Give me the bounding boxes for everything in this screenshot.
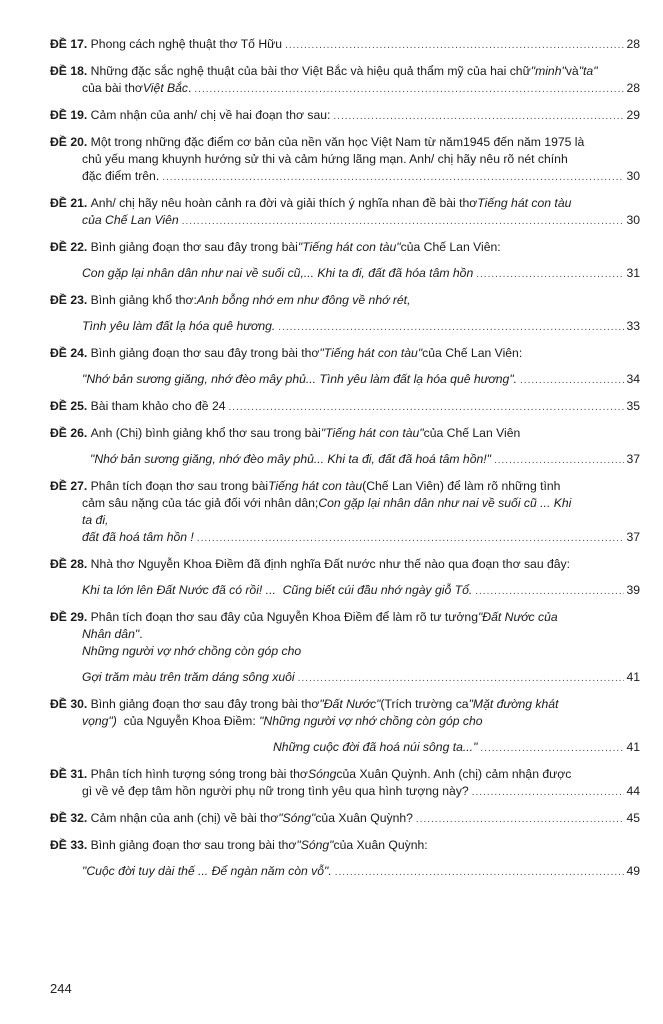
- page-number: 29: [626, 108, 640, 122]
- entry-italic: "Sóng": [278, 811, 316, 825]
- poem-excerpt: "Cuộc đời tuy dài thế ... Để ngàn năm còn vỗ".: [82, 864, 332, 878]
- toc-entry-27: [50, 478, 640, 547]
- poem-excerpt: "Những người vợ nhớ chồng còn góp cho: [259, 714, 483, 728]
- toc-entry-29: [50, 609, 640, 687]
- page-number: 45: [626, 811, 640, 825]
- poem-excerpt: Con gặp lại nhân dân như nai về suối cũ,... Khi ta đi, đất đã hóa tâm hồn: [82, 266, 474, 280]
- toc-entry-26: [50, 425, 640, 469]
- entry-label: ĐỀ 21.: [50, 196, 88, 210]
- entry-text: của Nguyễn Khoa Điềm:: [116, 714, 260, 728]
- entry-text: và: [565, 64, 579, 78]
- entry-text: gì về vẻ đẹp tâm hồn người phụ nữ trong tình yêu qua hình tượng này?: [82, 784, 469, 798]
- entry-label: ĐỀ 33.: [50, 838, 88, 852]
- leader-dots: [335, 864, 625, 881]
- entry-label: ĐỀ 19.: [50, 108, 88, 122]
- entry-title: Cảm nhận của anh/ chị về hai đoạn thơ sau:: [90, 108, 331, 122]
- entry-italic: Nhân dân": [82, 627, 140, 641]
- entry-title: Phân tích hình tượng sóng trong bài thơ: [90, 767, 308, 781]
- entry-title: Cảm nhận của anh (chị) về bài thơ: [90, 811, 279, 825]
- entry-title: Những đặc sắc nghệ thuật của bài thơ Việt Bắc và hiệu quả thẩm mỹ của hai chữ: [90, 64, 531, 78]
- entry-label: ĐỀ 24.: [50, 346, 88, 360]
- entry-text: của bài thơ: [82, 81, 143, 95]
- poem-excerpt: "Nhớ bản sương giăng, nhớ đèo mây phủ... Khi ta đi, đất đã hoá tâm hồn!": [90, 452, 491, 466]
- toc-entry-28: [50, 556, 640, 600]
- leader-dots: [416, 811, 625, 828]
- entry-text: (Trích trường ca: [380, 697, 469, 711]
- page-number: 37: [626, 452, 640, 466]
- poem-excerpt: ta đi,: [82, 513, 109, 527]
- entry-text: .: [188, 81, 192, 95]
- page-number: 33: [626, 319, 640, 333]
- leader-dots: [285, 37, 624, 54]
- entry-italic: vọng"): [82, 714, 117, 728]
- toc-entry-24: [50, 345, 640, 389]
- leader-dots: [278, 319, 624, 336]
- entry-italic: Anh bỗng nhớ em như đông về nhớ rét,: [196, 293, 411, 307]
- entry-title: Anh/ chị hãy nêu hoàn cảnh ra đời và giải thích ý nghĩa nhan đề bài thơ: [90, 196, 478, 210]
- entry-title: Bình giảng đoạn thơ sau đây trong bài: [90, 240, 298, 254]
- poem-excerpt: đất đã hoá tâm hồn !: [82, 530, 194, 544]
- leader-dots: [229, 399, 625, 416]
- entry-title: Bình giảng đoạn thơ sau đây trong bài thơ: [90, 697, 320, 711]
- entry-italic: "Mặt đường khát: [468, 697, 559, 711]
- entry-text: của Xuân Quỳnh?: [315, 811, 413, 825]
- page-number: 30: [626, 169, 640, 183]
- table-of-contents: [50, 36, 640, 881]
- leader-dots: [333, 108, 624, 125]
- entry-label: ĐỀ 32.: [50, 811, 88, 825]
- leader-dots: [472, 784, 625, 801]
- toc-entry-32: [50, 810, 640, 828]
- leader-dots: [480, 740, 624, 757]
- entry-label: ĐỀ 25.: [50, 399, 88, 413]
- entry-italic: "Tiếng hát con tàu": [320, 426, 424, 440]
- entry-text: của Chế Lan Viên:: [422, 346, 523, 360]
- entry-text: chủ yếu mang khuynh hướng sử thi và cảm hứng lãng mạn. Anh/ chị hãy nêu rõ nét chính: [82, 152, 568, 166]
- entry-title: Anh (Chị) bình giảng khổ thơ sau trong bài: [90, 426, 321, 440]
- entry-italic: Tiếng hát con tàu: [268, 479, 363, 493]
- page-number: 28: [626, 81, 640, 95]
- leader-dots: [494, 452, 624, 469]
- page-number: 39: [626, 583, 640, 597]
- toc-entry-23: [50, 292, 640, 336]
- entry-label: ĐỀ 30.: [50, 697, 88, 711]
- entry-text: của Chế Lan Viên:: [400, 240, 501, 254]
- leader-dots: [194, 81, 624, 98]
- entry-italic: "Sóng": [296, 838, 334, 852]
- toc-entry-21: [50, 195, 640, 230]
- page-number: 49: [626, 864, 640, 878]
- poem-excerpt: Gợi trăm màu trên trăm dáng sông xuôi: [82, 670, 295, 684]
- leader-dots: [475, 583, 624, 600]
- poem-excerpt: "Nhớ bản sương giăng, nhớ đèo mây phủ... Tình yêu làm đất lạ hóa quê hương".: [82, 372, 518, 386]
- entry-italic: "Tiếng hát con tàu": [319, 346, 423, 360]
- entry-label: ĐỀ 22.: [50, 240, 88, 254]
- entry-title: Bình giảng đoạn thơ sau đây trong bài thơ: [90, 346, 320, 360]
- leader-dots: [520, 372, 624, 389]
- entry-title: Bình giảng khổ thơ:: [90, 293, 197, 307]
- entry-title: Nhà thơ Nguyễn Khoa Điềm đã định nghĩa Đất nước như thế nào qua đoạn thơ sau đây:: [90, 557, 571, 571]
- poem-excerpt: Con gặp lại nhân dân như nai về suối cũ ... Khi: [318, 496, 572, 510]
- page-number: 35: [626, 399, 640, 413]
- entry-italic: "Tiếng hát con tàu": [297, 240, 401, 254]
- poem-excerpt: Những người vợ nhớ chồng còn góp cho: [82, 644, 302, 658]
- entry-italic: của Chế Lan Viên: [82, 213, 179, 227]
- entry-italic: Sóng: [307, 767, 337, 781]
- toc-entry-19: [50, 107, 640, 125]
- entry-title: Phong cách nghệ thuật thơ Tố Hữu: [90, 37, 283, 51]
- entry-text: của Xuân Quỳnh:: [333, 838, 428, 852]
- entry-label: ĐỀ 26.: [50, 426, 88, 440]
- toc-entry-30: [50, 696, 640, 757]
- entry-italic: Tiếng hát con tàu: [477, 196, 572, 210]
- toc-entry-18: [50, 63, 640, 98]
- entry-label: ĐỀ 17.: [50, 37, 88, 51]
- page-number: 34: [626, 372, 640, 386]
- entry-text: của Chế Lan Viên: [423, 426, 521, 440]
- entry-title: Bài tham khảo cho đề 24: [90, 399, 226, 413]
- leader-dots: [476, 266, 624, 283]
- page-footer-number: 244: [50, 981, 72, 996]
- entry-text: cảm sâu nặng của tác giả đối với nhân dân;: [82, 496, 319, 510]
- entry-label: ĐỀ 31.: [50, 767, 88, 781]
- entry-label: ĐỀ 28.: [50, 557, 88, 571]
- entry-text: .: [139, 627, 143, 641]
- quoted-word: "ta": [578, 64, 598, 78]
- toc-entry-17: [50, 36, 640, 54]
- entry-label: ĐỀ 18.: [50, 64, 88, 78]
- entry-title: Một trong những đặc điểm cơ bản của nền văn học Việt Nam từ năm1945 đến năm 1975 là: [90, 135, 585, 149]
- poem-excerpt: Khi ta lớn lên Đất Nước đã có rồi! ... Cũng biết cúi đầu nhớ ngày giỗ Tổ.: [82, 583, 473, 597]
- toc-entry-25: [50, 398, 640, 416]
- entry-italic: "Đất Nước của: [477, 610, 558, 624]
- page-number: 37: [626, 530, 640, 544]
- entry-text: đặc điểm trên.: [82, 169, 160, 183]
- entry-label: ĐỀ 20.: [50, 135, 88, 149]
- entry-title: Phân tích đoạn thơ sau đây của Nguyễn Khoa Điềm để làm rõ tư tưởng: [90, 610, 478, 624]
- entry-text: (Chế Lan Viên) để làm rõ những tình: [362, 479, 561, 493]
- entry-italic: "Đất Nước": [319, 697, 381, 711]
- toc-entry-22: [50, 239, 640, 283]
- entry-label: ĐỀ 27.: [50, 479, 88, 493]
- entry-label: ĐỀ 23.: [50, 293, 88, 307]
- toc-entry-33: [50, 837, 640, 881]
- leader-dots: [162, 169, 624, 186]
- page-number: 31: [626, 266, 640, 280]
- leader-dots: [197, 530, 625, 547]
- page-number: 28: [626, 37, 640, 51]
- toc-entry-20: [50, 134, 640, 186]
- entry-text: của Xuân Quỳnh. Anh (chị) cảm nhận được: [336, 767, 572, 781]
- quoted-word: "minh": [530, 64, 566, 78]
- entry-title: Bình giảng đoạn thơ sau trong bài thơ: [90, 838, 297, 852]
- leader-dots: [182, 213, 625, 230]
- entry-italic: Việt Bắc: [142, 81, 189, 95]
- poem-excerpt: Những cuộc đời đã hoá núi sông ta...": [273, 740, 478, 754]
- entry-label: ĐỀ 29.: [50, 610, 88, 624]
- page-number: 44: [626, 784, 640, 798]
- page-number: 41: [626, 740, 640, 754]
- leader-dots: [298, 670, 625, 687]
- entry-title: Phân tích đoạn thơ sau trong bài: [90, 479, 269, 493]
- page-number: 30: [626, 213, 640, 227]
- poem-excerpt: Tình yêu làm đất lạ hóa quê hương.: [82, 319, 276, 333]
- toc-entry-31: [50, 766, 640, 801]
- page-number: 41: [626, 670, 640, 684]
